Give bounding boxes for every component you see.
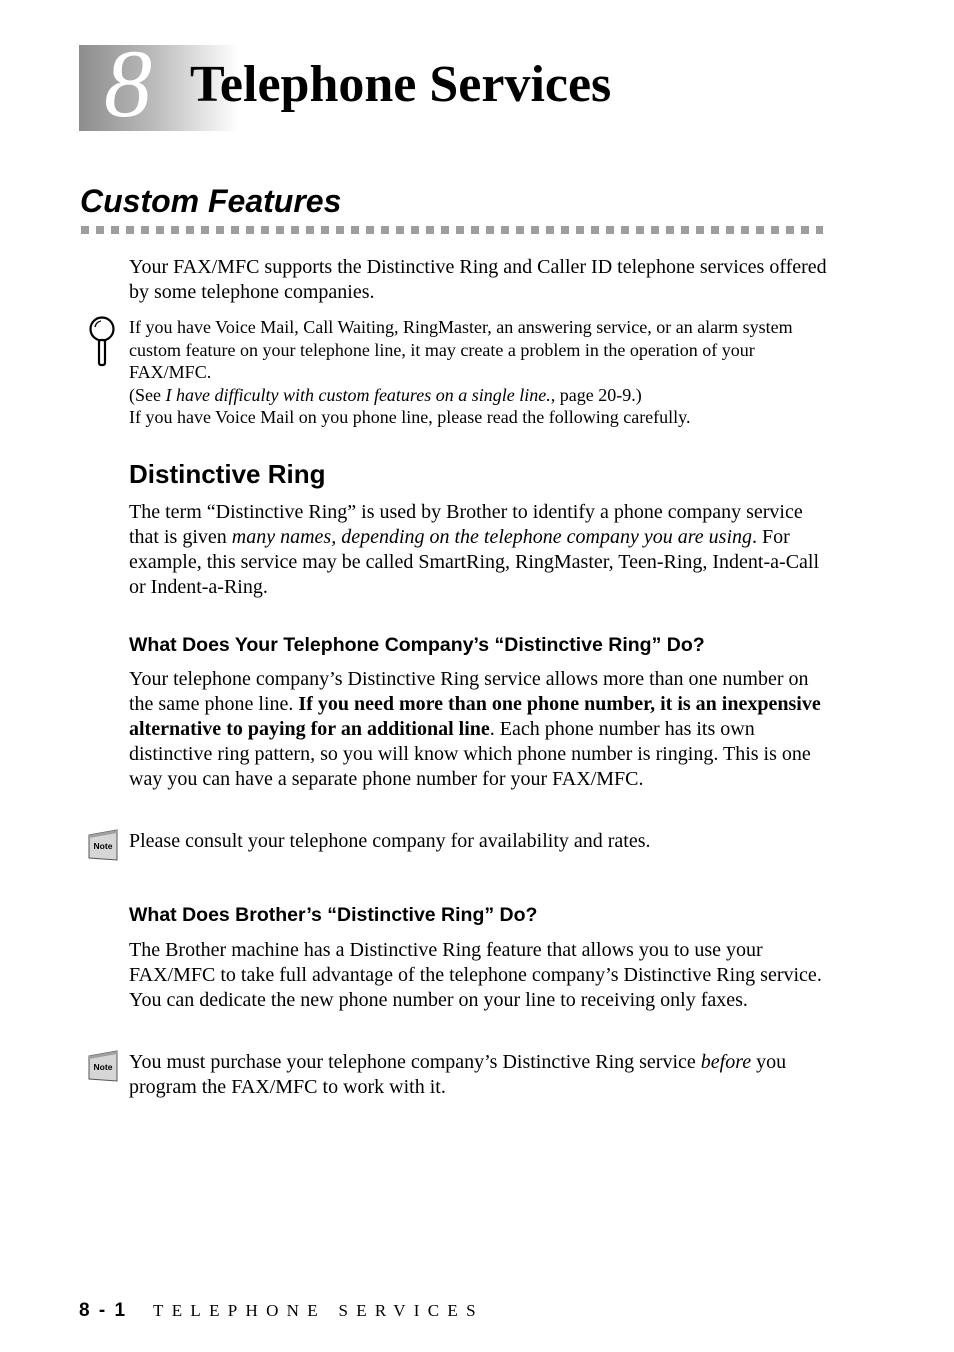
running-title: TELEPHONE SERVICES xyxy=(153,1301,484,1320)
note-icon-label: Note xyxy=(93,1062,113,1072)
tip-see-title: I have difficulty with custom features on a single line. xyxy=(165,384,551,405)
tip-block xyxy=(129,316,829,429)
telephone-company-heading: What Does Your Telephone Company’s “Distinctive Ring” Do? xyxy=(129,634,705,656)
telephone-company-paragraph: Your telephone company’s Distinctive Ring service allows more than one number on the same phone line. If you need more than one phone number, it is an inexpensive alternative to paying for an additional line. Each phone number has its own distinctive ring pattern, so you will know which phone number is ringing. This is one way you can have a separate phone number for your FAX/MFC. xyxy=(129,668,821,790)
brother-note: You must purchase your telephone company’s Distinctive Ring service before you program the FAX/MFC to work with it. xyxy=(129,1051,787,1098)
page-number: 8 - 1 xyxy=(79,1300,128,1321)
note-icon-label: Note xyxy=(93,841,113,851)
note-icon xyxy=(86,829,120,863)
chapter-number: 8 xyxy=(104,30,152,137)
tip-see-reference: (See I have difficulty with custom features on a single line., page 20-9.) xyxy=(129,384,642,405)
tip-line-1: If you have Voice Mail, Call Waiting, RingMaster, an answering service, or an alarm system custom feature on your telephone line, it may create a problem in the operation of your FAX/MFC. xyxy=(129,317,793,383)
brother-heading: What Does Brother’s “Distinctive Ring” Do? xyxy=(129,904,538,926)
telephone-company-note: Please consult your telephone company for availability and rates. xyxy=(129,830,651,852)
magnifier-tip-icon xyxy=(86,315,118,367)
section-heading: Custom Features xyxy=(80,183,342,219)
page-footer xyxy=(79,1300,484,1322)
chapter-title: Telephone Services xyxy=(190,56,612,113)
intro-paragraph: Your FAX/MFC supports the Distinctive Ring and Caller ID telephone services offered by some telephone companies. xyxy=(129,256,827,303)
section-divider xyxy=(81,226,823,234)
distinctive-ring-heading: Distinctive Ring xyxy=(129,459,326,489)
tip-line-3: If you have Voice Mail on you phone line, please read the following carefully. xyxy=(129,407,691,428)
distinctive-ring-paragraph: The term “Distinctive Ring” is used by Brother to identify a phone company service that is given many names, depending on the telephone company you are using. For example, this service may be called SmartRing, RingMaster, Teen-Ring, Indent-a-Call or Indent-a-Ring. xyxy=(129,501,820,598)
note-icon xyxy=(86,1050,120,1084)
brother-paragraph: The Brother machine has a Distinctive Ring feature that allows you to use your FAX/MFC to take full advantage of the telephone company’s Distinctive Ring service. You can dedicate the new phone number on your line to receiving only faxes. xyxy=(129,939,822,1011)
